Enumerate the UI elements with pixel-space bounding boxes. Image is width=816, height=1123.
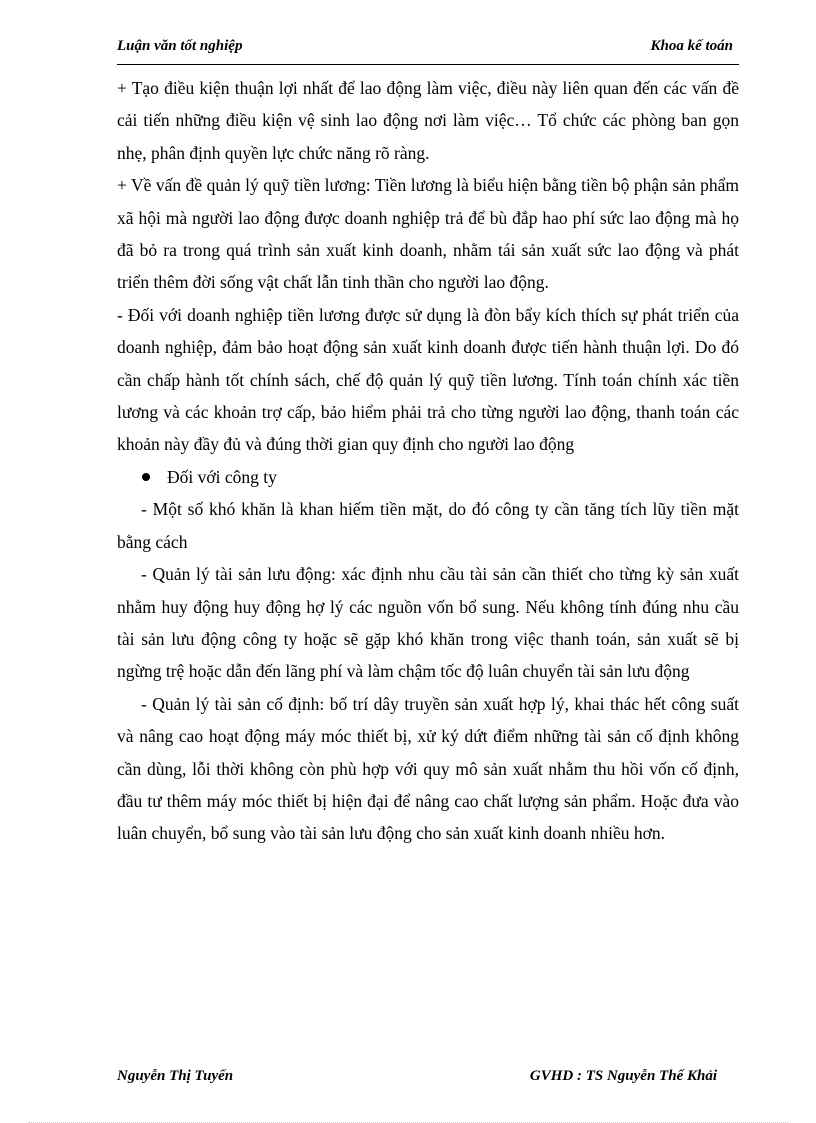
- bullet-icon: [142, 473, 150, 481]
- bullet-label: Đối với công ty: [167, 466, 277, 487]
- bullet-item-company: [117, 461, 739, 493]
- header-department: Khoa kế toán: [650, 38, 733, 54]
- paragraph-current-assets: - Quản lý tài sản lưu động: xác định nhu cầu tài sản cần thiết cho từng kỳ sản xuất nhằm huy động huy động hợ lý các nguồn vốn bổ sung. Nếu không tính đúng nhu cầu tài sản lưu động công ty hoặc sẽ gặp khó khăn trong việc thanh toán, sản xuất sẽ bị ngừng trệ hoặc dẫn đến lãng phí và làm chậm tốc độ luân chuyển tài sản lưu động: [117, 564, 739, 682]
- document-body: [117, 72, 739, 850]
- paragraph-salary-fund: + Về vấn đề quản lý quỹ tiền lương: Tiền lương là biểu hiện bằng tiền bộ phận sản phẩm xã hội mà người lao động được doanh nghiệp trả để bù đắp hao phí sức lao động mà họ đã bỏ ra trong quá trình sản xuất kinh doanh, nhằm tái sản xuất sức lao động và phát triển thêm đời sống vật chất lẫn tinh thần cho người lao động.: [117, 175, 739, 293]
- header-divider: [117, 64, 739, 65]
- header-thesis-title: Luận văn tốt nghiệp: [117, 38, 243, 54]
- paragraph-working-conditions: + Tạo điều kiện thuận lợi nhất để lao động làm việc, điều này liên quan đến các vấn đề cải tiến những điều kiện vệ sinh lao động nơi làm việc… Tổ chức các phòng ban gọn nhẹ, phân định quyền lực chức năng rõ ràng.: [117, 78, 739, 163]
- paragraph-enterprise: - Đối với doanh nghiệp tiền lương được sử dụng là đòn bẩy kích thích sự phát triển của doanh nghiệp, đảm bảo hoạt động sản xuất kinh doanh được tiến hành thuận lợi. Do đó cần chấp hành tốt chính sách, chế độ quản lý quỹ tiền lương. Tính toán chính xác tiền lương và các khoản trợ cấp, bảo hiểm phải trả cho từng người lao động, thanh toán các khoản này đầy đủ và đúng thời gian quy định cho người lao động: [117, 304, 739, 455]
- footer-supervisor: GVHD : TS Nguyễn Thế Khải: [529, 1068, 717, 1084]
- footer-author: Nguyễn Thị Tuyến: [117, 1068, 234, 1084]
- paragraph-fixed-assets: - Quản lý tài sản cố định: bố trí dây truyền sản xuất hợp lý, khai thác hết công suất và nâng cao hoạt động máy móc thiết bị, xử ký dứt điểm những tài sản cố định không cần dùng, lỗi thời không còn phù hợp với quy mô sản xuất nhằm thu hồi vốn cố định, đầu tư thêm máy móc thiết bị hiện đại để nâng cao chất lượng sản phẩm. Hoặc đưa vào luân chuyển, bổ sung vào tài sản lưu động cho sản xuất kinh doanh nhiều hơn.: [117, 693, 739, 844]
- paragraph-cash-shortage: - Một số khó khăn là khan hiếm tiền mặt, do đó công ty cần tăng tích lũy tiền mặt bằng cách: [117, 499, 739, 552]
- page-header: [117, 38, 733, 60]
- page-footer: [117, 1068, 717, 1090]
